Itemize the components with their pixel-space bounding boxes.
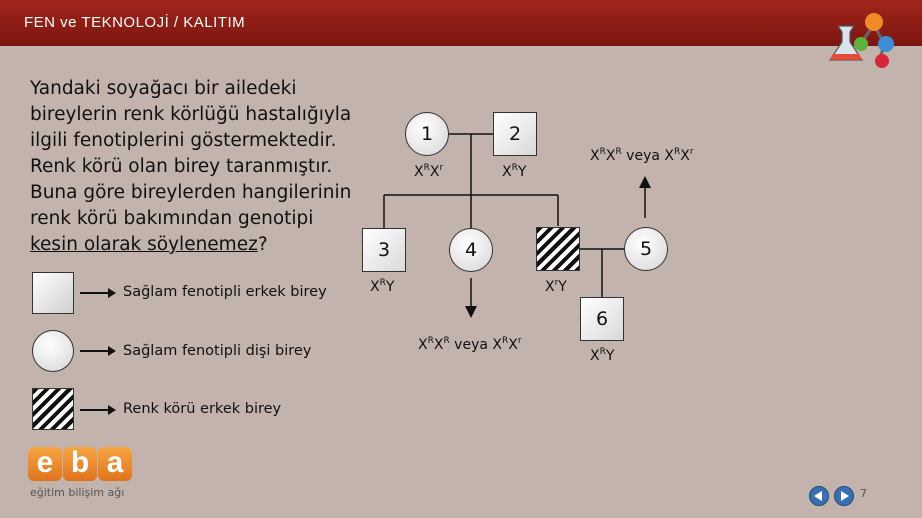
genotype-6: $X^RY$ — [590, 347, 615, 364]
eba-logo — [28, 447, 133, 481]
pedigree-individual-4: 4 — [449, 228, 493, 272]
question-line: Buna göre bireylerden hangilerinin — [30, 182, 352, 203]
question-line: Yandaki soyağacı bir ailedeki — [30, 78, 297, 99]
question-line: renk körü bakımından genotipi — [30, 208, 314, 229]
question-line: Renk körü olan birey taranmıştır. — [30, 156, 333, 177]
pedigree-individual-colorblind — [536, 227, 580, 271]
next-slide-button[interactable] — [834, 486, 854, 506]
genotype-colorblind: $X^rY$ — [545, 278, 567, 295]
legend-label-colorblind-male: Renk körü erkek birey — [123, 401, 282, 417]
question-emphasis: kesin olarak söylenemez — [30, 234, 258, 255]
question-line: ilgili fenotiplerini göstermektedir. — [30, 130, 337, 151]
page-title: FEN ve TEKNOLOJİ / KALITIM — [24, 14, 246, 31]
pedigree-individual-2: 2 — [493, 112, 537, 156]
legend-label-healthy-female: Sağlam fenotipli dişi birey — [123, 343, 312, 359]
question-mark: ? — [257, 234, 268, 255]
page-number: 7 — [860, 487, 867, 500]
logo-letter: e — [28, 447, 62, 481]
genotype-2: $X^RY$ — [502, 163, 527, 180]
pedigree-individual-5: 5 — [624, 227, 668, 271]
question-line: bireylerin renk körlüğü hastalığıyla — [30, 104, 352, 125]
legend-label-healthy-male: Sağlam fenotipli erkek birey — [123, 284, 327, 300]
genotype-5: $X^RX^R$ veya $X^RX^r$ — [590, 147, 694, 164]
pedigree-individual-6: 6 — [580, 297, 624, 341]
genotype-3: $X^RY$ — [370, 278, 395, 295]
pedigree-individual-1: 1 — [405, 112, 449, 156]
genotype-1: $X^RX^r$ — [414, 163, 444, 180]
logo-letter: b — [63, 447, 97, 481]
previous-slide-button[interactable] — [809, 486, 829, 506]
genotype-4: $X^RX^R$ veya $X^RX^r$ — [418, 336, 522, 353]
logo-subtitle: eğitim bilişim ağı — [30, 486, 125, 499]
pedigree-individual-3: 3 — [362, 228, 406, 272]
logo-letter: a — [98, 447, 132, 481]
